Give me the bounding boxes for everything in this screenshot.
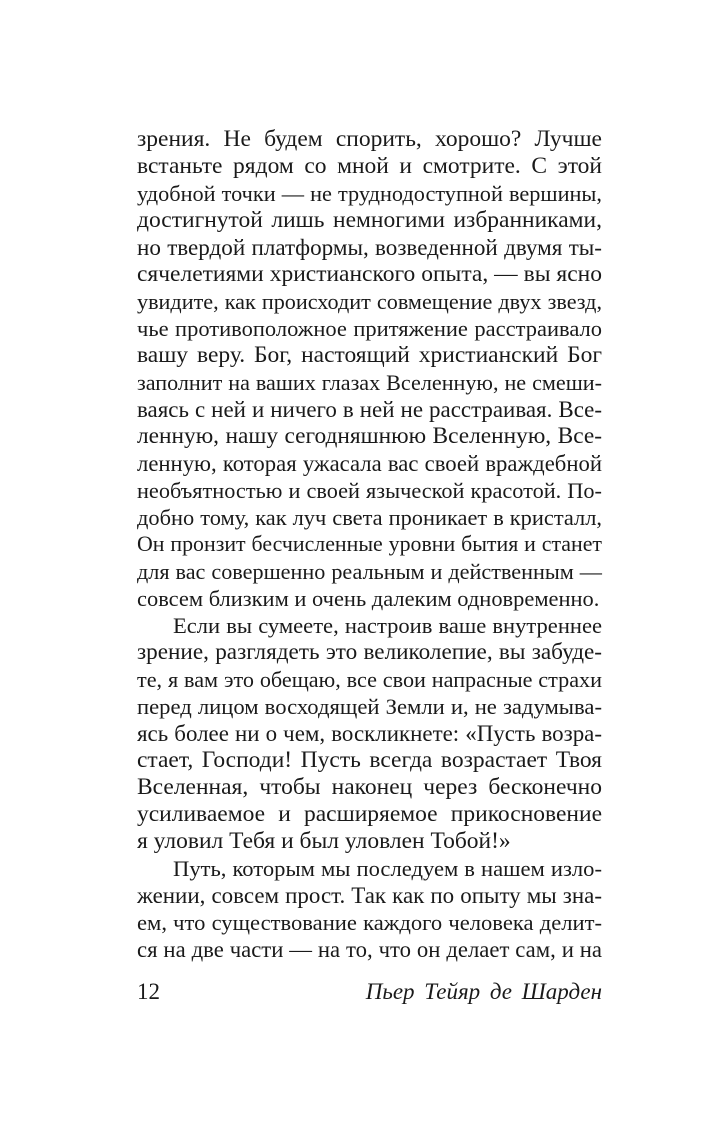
text-line: встаньте рядом со мной и смотрите. С этой	[137, 153, 602, 179]
text-line: усиливаемое и расширяемое прикосновение	[137, 801, 602, 827]
text-line: ся на две части — на то, что он делает сам, и на	[137, 937, 602, 962]
text-line: стает, Господи! Пусть всегда возрастает Твоя	[137, 747, 602, 773]
text-line: добно тому, как луч света проникает в кристалл,	[137, 505, 602, 530]
text-line: для вас совершенно реальным и действенным —	[137, 559, 602, 584]
text-line: зрения. Не будем спорить, хорошо? Лучше	[137, 126, 602, 152]
text-line: увидите, как происходит совмещение двух звезд,	[137, 289, 602, 314]
text-line: жении, совсем прост. Так как по опыту мы зна-	[137, 883, 602, 908]
text-line: чье противоположное притяжение расстраивало	[137, 316, 602, 341]
text-line: ленную, нашу сегодняшнюю Вселенную, Все-	[137, 423, 602, 449]
text-line: ленную, которая ужасала вас своей враждебной	[137, 451, 602, 476]
text-line: я уловил Тебя и был уловлен Тобой!»	[137, 828, 511, 854]
text-line: Он пронзит бесчисленные уровни бытия и станет	[137, 532, 602, 556]
text-line: ясь более ни о чем, воскликнете: «Пусть возра-	[137, 721, 602, 746]
text-line: Вселенная, чтобы наконец через бесконечно	[137, 774, 602, 800]
text-line: Если вы сумеете, настроив ваше внутреннее	[173, 613, 602, 638]
text-line: удобной точки — не труднодоступной вершины,	[137, 181, 602, 206]
text-line: сячелетиями христианского опыта, — вы ясно	[137, 261, 602, 287]
text-line: совсем близким и очень далеким одновременно.	[137, 586, 600, 611]
running-author: Пьер Тейяр де Шарден	[365, 979, 602, 1004]
text-line: зрение, разглядеть это великолепие, вы забуде-	[137, 639, 602, 665]
page-footer	[137, 978, 602, 1006]
text-line: но твердой платформы, возведенной двумя ты-	[137, 234, 602, 260]
text-line: заполнит на ваших глазах Вселенную, не смеши-	[137, 370, 602, 395]
text-line: необъятностью и своей языческой красотой. По-	[137, 478, 602, 503]
text-line: те, я вам это обещаю, все свои напрасные страхи	[137, 667, 602, 692]
page-number: 12	[137, 979, 160, 1004]
text-line: достигнутой лишь немногими избранниками,	[137, 207, 602, 233]
text-line: Путь, которым мы последуем в нашем изло-	[173, 856, 602, 881]
text-line: перед лицом восходящей Земли и, не задумыва-	[137, 694, 602, 719]
text-line: вашу веру. Бог, настоящий христианский Бог	[137, 342, 602, 368]
text-line: ем, что существование каждого человека делит-	[137, 910, 602, 935]
text-line: ваясь с ней и ничего в ней не расстраивая. Все-	[137, 397, 602, 422]
body-text	[137, 126, 602, 963]
